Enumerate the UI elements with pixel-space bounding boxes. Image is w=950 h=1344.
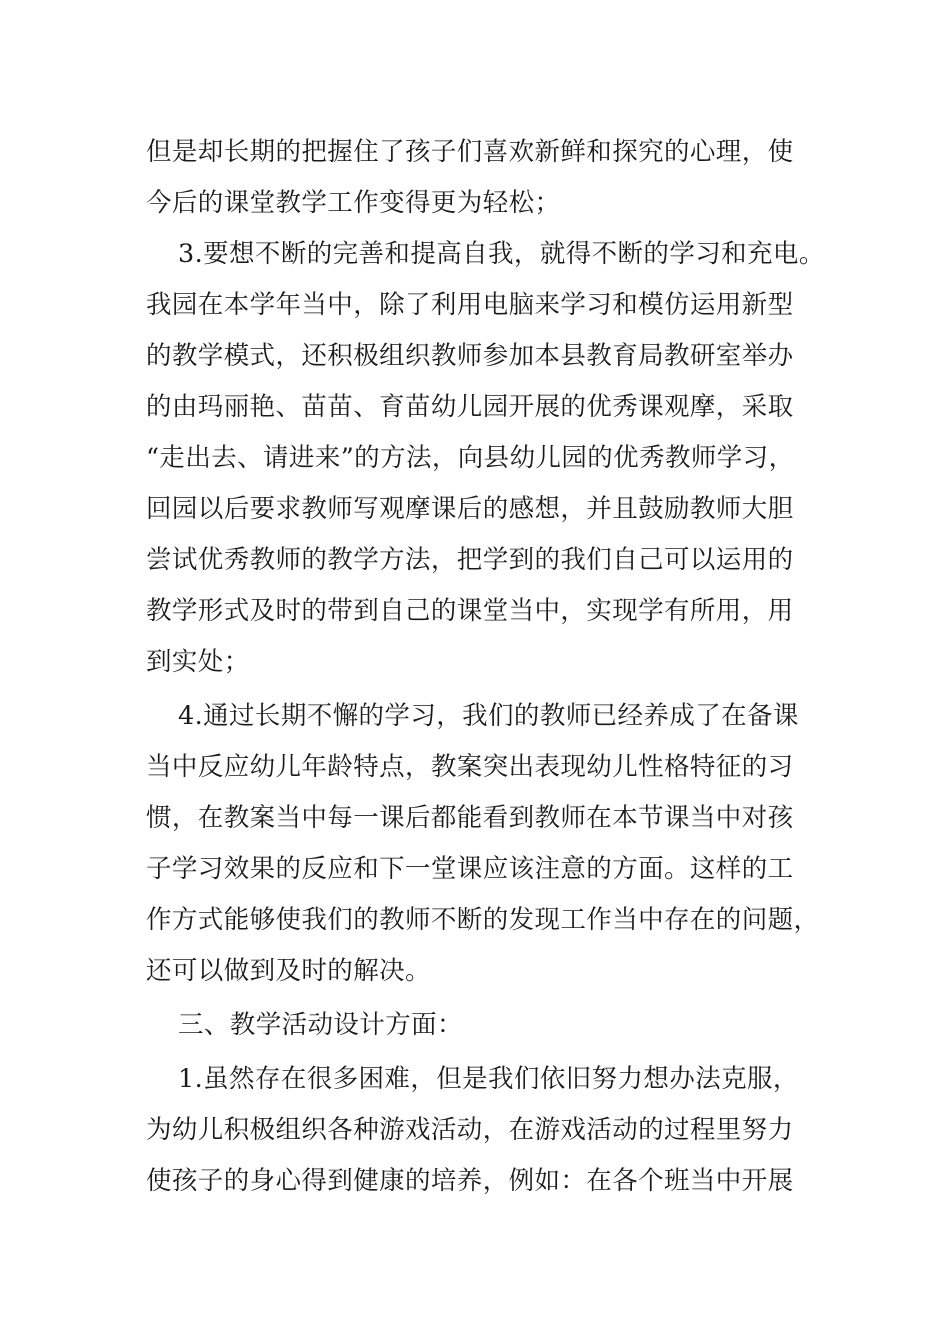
section-heading: 三、教学活动设计方面： (178, 1010, 463, 1040)
text-line: 的教学模式，还积极组织教师参加本县教育局教研室举办 (146, 341, 794, 371)
text-line: 使孩子的身心得到健康的培养，例如：在各个班当中开展 (146, 1166, 794, 1196)
text-line: 我园在本学年当中，除了利用电脑来学习和模仿运用新型 (146, 290, 794, 320)
text-line: 1.虽然存在很多困难，但是我们依旧努力想办法克服， (178, 1064, 799, 1094)
text-line: 作方式能够使我们的教师不断的发现工作当中存在的问题， (146, 905, 820, 935)
text-line: 尝试优秀教师的教学方法，把学到的我们自己可以运用的 (146, 545, 794, 575)
text-line: 回园以后要求教师写观摩课后的感想，并且鼓励教师大胆 (146, 494, 794, 524)
text-line: 子学习效果的反应和下一堂课应该注意的方面。这样的工 (146, 854, 794, 884)
text-line: 还可以做到及时的解决。 (146, 956, 431, 986)
text-line: 到实处； (146, 647, 250, 677)
text-line: 当中反应幼儿年龄特点，教案突出表现幼儿性格特征的习 (146, 752, 794, 782)
text-line: 的由玛丽艳、苗苗、育苗幼儿园开展的优秀课观摩，采取 (146, 392, 794, 422)
text-line: 教学形式及时的带到自己的课堂当中，实现学有所用，用 (146, 596, 794, 626)
text-line: 3.要想不断的完善和提高自我，就得不断的学习和充电。 (178, 239, 825, 269)
text-line: 4.通过长期不懈的学习，我们的教师已经养成了在备课 (178, 701, 799, 731)
text-line: 为幼儿积极组织各种游戏活动，在游戏活动的过程里努力 (146, 1115, 794, 1145)
text-line: “走出去、请进来”的方法，向县幼儿园的优秀教师学习， (146, 443, 795, 473)
text-line: 但是却长期的把握住了孩子们喜欢新鲜和探究的心理，使 (146, 137, 794, 167)
text-line: 惯，在教案当中每一课后都能看到教师在本节课当中对孩 (146, 803, 794, 833)
text-line: 今后的课堂教学工作变得更为轻松； (146, 188, 561, 218)
